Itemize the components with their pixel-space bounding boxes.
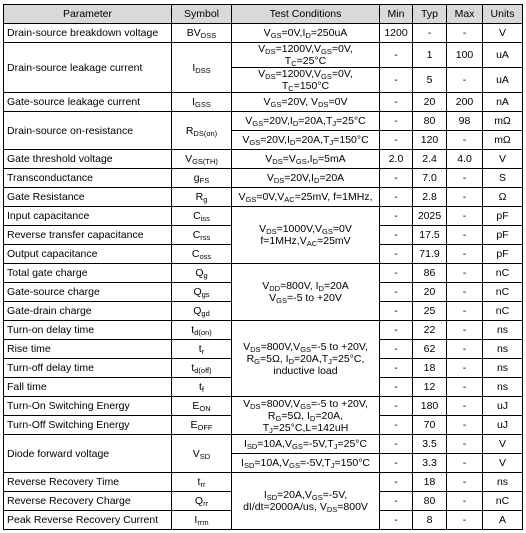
units-cell: nC: [483, 302, 523, 321]
units-cell: S: [483, 169, 523, 188]
symbol-cell: $t_{d(on)}$: [172, 321, 232, 340]
symbol-cell: $Q_g$: [172, 264, 232, 283]
table-row: [4, 188, 523, 207]
max-cell: 98: [447, 112, 483, 131]
parameter-cell: Drain-source on-resistance: [4, 112, 172, 150]
max-cell: -: [447, 454, 483, 473]
min-cell: -: [380, 473, 413, 492]
symbol-cell: $I_{DSS}$: [172, 43, 232, 93]
max-cell: -: [447, 226, 483, 245]
max-cell: 200: [447, 93, 483, 112]
typ-cell: 8: [413, 511, 447, 530]
units-cell: ns: [483, 378, 523, 397]
parameter-cell: Reverse transfer capacitance: [4, 226, 172, 245]
max-cell: -: [447, 359, 483, 378]
typ-cell: 20: [413, 93, 447, 112]
symbol-cell: $Q_{rr}$: [172, 492, 232, 511]
max-cell: -: [447, 169, 483, 188]
max-cell: -: [447, 131, 483, 150]
typ-cell: 25: [413, 302, 447, 321]
parameter-cell: Drain-source breakdown voltage: [4, 24, 172, 43]
symbol-cell: $Q_{gs}$: [172, 283, 232, 302]
typ-cell: 3.5: [413, 435, 447, 454]
table-row: [4, 473, 523, 492]
table-row: [4, 264, 523, 283]
parameter-cell: Gate Resistance: [4, 188, 172, 207]
parameter-cell: Gate-drain charge: [4, 302, 172, 321]
conditions-cell: $I_{SD}=10A,V_{GS}=-5V,T_J=25^\circ C$: [232, 435, 380, 454]
typ-cell: 120: [413, 131, 447, 150]
symbol-cell: $BV_{DSS}$: [172, 24, 232, 43]
conditions-cell: $V_{DD}=800V$, $I_D=20A$ $V_{GS}=-5$ to +20V: [232, 264, 380, 321]
conditions-cell: $V_{GS}=0V,I_D=250uA$: [232, 24, 380, 43]
units-cell: Ω: [483, 188, 523, 207]
units-cell: nC: [483, 492, 523, 511]
units-cell: V: [483, 150, 523, 169]
min-cell: 1200: [380, 24, 413, 43]
min-cell: -: [380, 264, 413, 283]
max-cell: -: [447, 24, 483, 43]
conditions-cell: $V_{DS}=1000V,V_{GS}=0V$ $f=1MHz,V_{AC}=25mV$: [232, 207, 380, 264]
units-cell: uJ: [483, 416, 523, 435]
min-cell: -: [380, 207, 413, 226]
max-cell: -: [447, 321, 483, 340]
parameter-cell: Turn-Off Switching Energy: [4, 416, 172, 435]
units-cell: V: [483, 24, 523, 43]
units-cell: V: [483, 454, 523, 473]
min-cell: -: [380, 340, 413, 359]
min-cell: -: [380, 454, 413, 473]
typ-cell: 5: [413, 68, 447, 93]
table-row: [4, 93, 523, 112]
min-cell: -: [380, 169, 413, 188]
table-row: [4, 321, 523, 340]
typ-cell: 18: [413, 473, 447, 492]
typ-cell: 20: [413, 283, 447, 302]
table-row: [4, 24, 523, 43]
conditions-cell: $V_{DS}=1200V,V_{GS}=0V$, $T_C=25^\circ C$: [232, 43, 380, 68]
parameter-cell: Reverse Recovery Time: [4, 473, 172, 492]
units-cell: nC: [483, 264, 523, 283]
typ-cell: 80: [413, 492, 447, 511]
units-cell: mΩ: [483, 131, 523, 150]
symbol-cell: $t_r$: [172, 340, 232, 359]
parameter-cell: Total gate charge: [4, 264, 172, 283]
max-cell: -: [447, 188, 483, 207]
parameter-cell: Turn-On Switching Energy: [4, 397, 172, 416]
parameter-cell: Reverse Recovery Charge: [4, 492, 172, 511]
conditions-cell: $V_{GS}=20V,I_D=20A,T_J=150^\circ C$: [232, 131, 380, 150]
typ-cell: 2025: [413, 207, 447, 226]
symbol-cell: $E_{OFF}$: [172, 416, 232, 435]
parameter-cell: Input capacitance: [4, 207, 172, 226]
conditions-cell: $V_{GS}=20V,I_D=20A,T_J=25^\circ C$: [232, 112, 380, 131]
header-max: Max: [447, 5, 483, 24]
parameter-cell: Transconductance: [4, 169, 172, 188]
parameter-cell: Peak Reverse Recovery Current: [4, 511, 172, 530]
units-cell: nA: [483, 93, 523, 112]
units-cell: mΩ: [483, 112, 523, 131]
min-cell: -: [380, 112, 413, 131]
units-cell: ns: [483, 340, 523, 359]
typ-cell: 18: [413, 359, 447, 378]
header-min: Min: [380, 5, 413, 24]
min-cell: -: [380, 435, 413, 454]
min-cell: -: [380, 68, 413, 93]
header-conditions: Test Conditions: [232, 5, 380, 24]
max-cell: 100: [447, 43, 483, 68]
parameter-cell: Gate-source charge: [4, 283, 172, 302]
min-cell: -: [380, 511, 413, 530]
parameter-cell: Turn-on delay time: [4, 321, 172, 340]
symbol-cell: $g_{FS}$: [172, 169, 232, 188]
min-cell: -: [380, 43, 413, 68]
units-cell: A: [483, 511, 523, 530]
min-cell: -: [380, 131, 413, 150]
min-cell: -: [380, 245, 413, 264]
max-cell: -: [447, 511, 483, 530]
conditions-cell: $I_{SD}=10A,V_{GS}=-5V,T_J=150^\circ C$: [232, 454, 380, 473]
units-cell: pF: [483, 226, 523, 245]
parameter-cell: Output capacitance: [4, 245, 172, 264]
table-row: [4, 112, 523, 131]
max-cell: -: [447, 473, 483, 492]
table-row: [4, 150, 523, 169]
typ-cell: 62: [413, 340, 447, 359]
min-cell: -: [380, 378, 413, 397]
min-cell: -: [380, 283, 413, 302]
typ-cell: 71.9: [413, 245, 447, 264]
conditions-cell: $V_{DS}=V_{GS},I_D=5mA$: [232, 150, 380, 169]
max-cell: -: [447, 264, 483, 283]
parameter-cell: Rise time: [4, 340, 172, 359]
header-typ: Typ: [413, 5, 447, 24]
typ-cell: 70: [413, 416, 447, 435]
symbol-cell: $I_{rrm}$: [172, 511, 232, 530]
table-row: [4, 43, 523, 68]
max-cell: -: [447, 283, 483, 302]
units-cell: pF: [483, 207, 523, 226]
min-cell: -: [380, 188, 413, 207]
table-row: [4, 397, 523, 416]
symbol-cell: $I_{GSS}$: [172, 93, 232, 112]
min-cell: -: [380, 321, 413, 340]
parameter-cell: Diode forward voltage: [4, 435, 172, 473]
units-cell: ns: [483, 473, 523, 492]
typ-cell: 80: [413, 112, 447, 131]
typ-cell: 180: [413, 397, 447, 416]
min-cell: -: [380, 302, 413, 321]
units-cell: uA: [483, 68, 523, 93]
symbol-cell: $Q_{gd}$: [172, 302, 232, 321]
symbol-cell: $V_{GS(TH)}$: [172, 150, 232, 169]
min-cell: 2.0: [380, 150, 413, 169]
parameter-cell: Turn-off delay time: [4, 359, 172, 378]
table-body: [4, 24, 523, 530]
units-cell: nC: [483, 283, 523, 302]
typ-cell: 17.5: [413, 226, 447, 245]
units-cell: ns: [483, 321, 523, 340]
min-cell: -: [380, 397, 413, 416]
min-cell: -: [380, 416, 413, 435]
symbol-cell: $R_{DS(on)}$: [172, 112, 232, 150]
electrical-characteristics-table: [3, 4, 523, 530]
conditions-cell: $V_{DS}=800V,V_{GS}=-5$ to +20V, $R_G=5\Omega$, $I_D=20A,T_J=25^\circ C$, inductive load: [232, 321, 380, 397]
units-cell: uJ: [483, 397, 523, 416]
symbol-cell: $t_{d(off)}$: [172, 359, 232, 378]
typ-cell: 2.8: [413, 188, 447, 207]
max-cell: -: [447, 378, 483, 397]
symbol-cell: $C_{iss}$: [172, 207, 232, 226]
symbol-cell: $C_{rss}$: [172, 226, 232, 245]
conditions-cell: $V_{DS}=1200V,V_{GS}=0V$, $T_C=150^\circ C$: [232, 68, 380, 93]
header-symbol: Symbol: [172, 5, 232, 24]
conditions-cell: $I_{SD}=20A,V_{GS}=-5V$, dI/dt=2000A/us, $V_{DS}=800V$: [232, 473, 380, 530]
table-row: [4, 435, 523, 454]
min-cell: -: [380, 359, 413, 378]
max-cell: -: [447, 68, 483, 93]
parameter-cell: Gate-source leakage current: [4, 93, 172, 112]
typ-cell: 2.4: [413, 150, 447, 169]
max-cell: -: [447, 435, 483, 454]
typ-cell: 22: [413, 321, 447, 340]
units-cell: pF: [483, 245, 523, 264]
symbol-cell: $V_{SD}$: [172, 435, 232, 473]
max-cell: -: [447, 492, 483, 511]
symbol-cell: $R_g$: [172, 188, 232, 207]
typ-cell: 86: [413, 264, 447, 283]
max-cell: -: [447, 245, 483, 264]
parameter-cell: Fall time: [4, 378, 172, 397]
max-cell: -: [447, 302, 483, 321]
typ-cell: -: [413, 24, 447, 43]
parameter-cell: Gate threshold voltage: [4, 150, 172, 169]
conditions-cell: $V_{DS}=800V,V_{GS}=-5$ to +20V, $R_G=5\Omega$, $I_D=20A$, $T_J=25^\circ C,L=142uH$: [232, 397, 380, 435]
header-units: Units: [483, 5, 523, 24]
units-cell: uA: [483, 43, 523, 68]
header-parameter: Parameter: [4, 5, 172, 24]
parameter-cell: Drain-source leakage current: [4, 43, 172, 93]
max-cell: -: [447, 397, 483, 416]
conditions-cell: $V_{GS}=0V,V_{AC}=25mV$, f=1MHz,: [232, 188, 380, 207]
typ-cell: 12: [413, 378, 447, 397]
conditions-cell: $V_{DS}=20V,I_D=20A$: [232, 169, 380, 188]
max-cell: -: [447, 207, 483, 226]
typ-cell: 1: [413, 43, 447, 68]
table-row: [4, 169, 523, 188]
symbol-cell: $E_{ON}$: [172, 397, 232, 416]
conditions-cell: $V_{GS}=20V$, $V_{DS}=0V$: [232, 93, 380, 112]
typ-cell: 7.0: [413, 169, 447, 188]
min-cell: -: [380, 492, 413, 511]
max-cell: 4.0: [447, 150, 483, 169]
min-cell: -: [380, 93, 413, 112]
units-cell: ns: [483, 359, 523, 378]
units-cell: V: [483, 435, 523, 454]
symbol-cell: $C_{oss}$: [172, 245, 232, 264]
symbol-cell: $t_f$: [172, 378, 232, 397]
max-cell: -: [447, 416, 483, 435]
symbol-cell: $t_{rr}$: [172, 473, 232, 492]
table-row: [4, 207, 523, 226]
min-cell: -: [380, 226, 413, 245]
max-cell: -: [447, 340, 483, 359]
header-row: [4, 5, 523, 24]
typ-cell: 3.3: [413, 454, 447, 473]
